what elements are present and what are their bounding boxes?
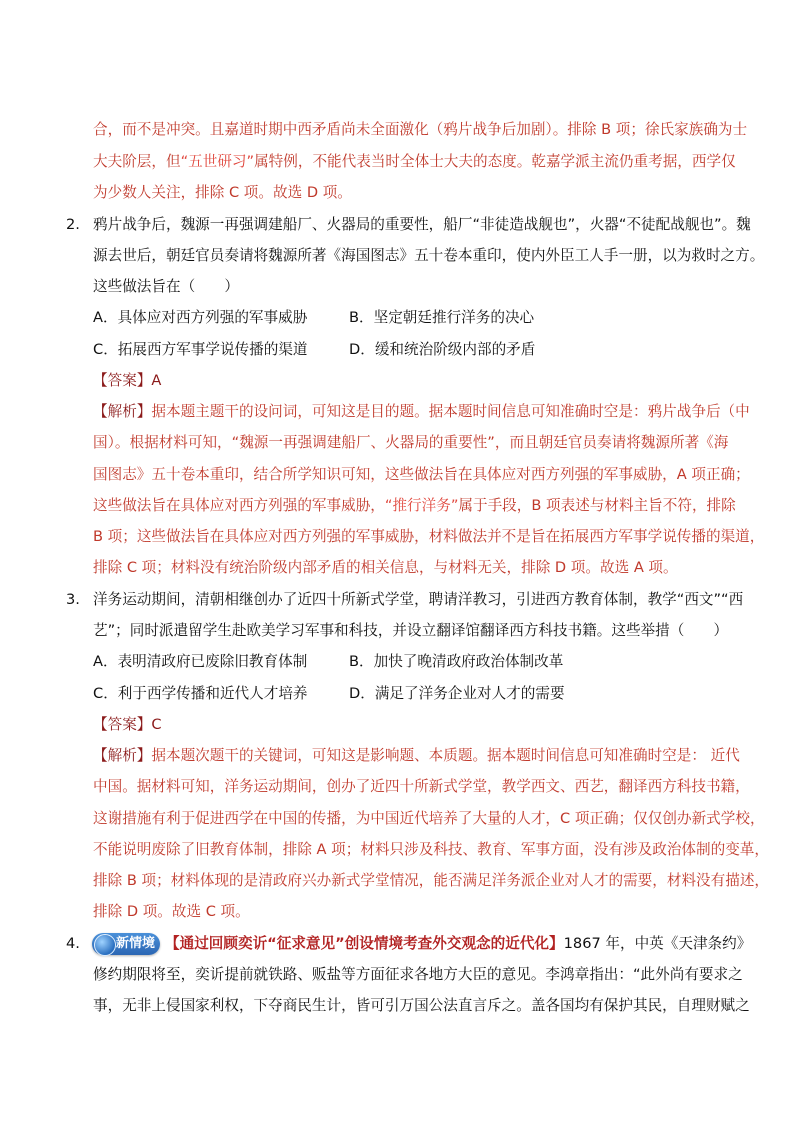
question-4-stem: 修约期限将至，奕䜣提前就铁路、贩盐等方面征求各地方大臣的意见。李鸿章指出：“此外尚有要求之 <box>93 966 743 983</box>
analysis-line: 为少数人关注，排除 C 项。故选 D 项。 <box>93 184 352 201</box>
analysis-line: 国图志》五十卷本重印，结合所学知识可知，这些做法旨在具体应对西方列强的军事威胁，A 项正确； <box>93 466 750 483</box>
question-3-stem: 洋务运动期间，清朝相继创办了近四十所新式学堂，聘请洋教习，引进西方教育体制，教学“西文”“西 <box>93 591 744 608</box>
question-3-number: 3. <box>66 591 80 608</box>
question-2-option-b: B．坚定朝廷推行洋务的决心 <box>349 309 535 326</box>
quoted-phrase: “推行洋务” <box>384 497 459 514</box>
analysis-line <box>93 496 736 516</box>
question-2-analysis <box>93 402 750 422</box>
question-4-number: 4. <box>66 935 80 952</box>
question-2-answer: 【答案】A <box>93 372 162 389</box>
question-4-stem-text: 1867 年，中英《天津条约》 <box>563 935 752 952</box>
analysis-text: 据本题次题干的关键词，可知这是影响题、本质题。据本题时间信息可知准确时空是： 近代 <box>151 747 740 764</box>
analysis-text: 大夫阶层，但 <box>93 153 181 170</box>
question-3-option-d: D．满足了洋务企业对人才的需要 <box>349 685 565 702</box>
question-2-number: 2. <box>66 216 80 233</box>
analysis-line <box>93 152 736 172</box>
analysis-line: 合，而不是冲突。且嘉道时期中西矛盾尚未全面激化（鸦片战争后加剧）。排除 B 项；徐氏家族确为士 <box>93 121 748 138</box>
analysis-label: 【解析】 <box>93 403 152 420</box>
question-3-answer: 【答案】C <box>93 716 162 733</box>
question-3-analysis <box>93 746 740 766</box>
analysis-text: 属于手段，B 项表述与材料主旨不符，排除 <box>458 497 736 514</box>
analysis-line: 这谢措施有利于促进西学在中国的传播，为中国近代培养了大量的人才，C 项正确；仅仅创办新式学校， <box>93 810 765 827</box>
analysis-line: 中国。据材料可知，洋务运动期间，创办了近四十所新式学堂，教学西文、西艺，翻译西方科技书籍， <box>93 778 750 795</box>
badge-label: 新情境 <box>116 936 156 951</box>
question-4-title: 【通过回顾奕䜣“征求意见”创设情境考查外交观念的近代化】 <box>165 935 564 952</box>
question-3-option-c: C．利于西学传播和近代人才培养 <box>93 685 308 702</box>
question-4-stem <box>165 934 751 954</box>
analysis-line: 排除 C 项；材料没有统治阶级内部矛盾的相关信息，与材料无关，排除 D 项。故选 A 项。 <box>93 559 678 576</box>
analysis-label: 【解析】 <box>93 747 152 764</box>
question-3-option-b: B．加快了晚清政府政治体制改革 <box>349 653 564 670</box>
question-2-option-c: C．拓展西方军事学说传播的渠道 <box>93 341 308 358</box>
analysis-text: 这些做法旨在具体应对西方列强的军事威胁， <box>93 497 385 514</box>
question-2-option-d: D．缓和统治阶级内部的矛盾 <box>349 341 536 358</box>
new-situation-badge <box>92 933 160 955</box>
question-4-stem: 事，无非上侵国家利权，下夺商民生计，皆可引万国公法直言斥之。盖各国均有保护其民，自理财赋之 <box>93 997 750 1014</box>
analysis-line: 排除 D 项。故选 C 项。 <box>93 903 250 920</box>
question-2-stem: 这些做法旨在（ ） <box>93 278 239 295</box>
question-2-stem: 鸦片战争后，魏源一再强调建船厂、火器局的重要性，船厂“非徒造战舰也”，火器“不徒配战舰也”。魏 <box>93 216 751 233</box>
question-3-stem: 艺”；同时派遣留学生赴欧美学习军事和科技，并设立翻译馆翻译西方科技书籍。这些举措（ ） <box>93 622 729 639</box>
analysis-text: 据本题主题干的设问词，可知这是目的题。据本题时间信息可知准确时空是：鸦片战争后（中 <box>151 403 750 420</box>
analysis-text: 属特例，不能代表当时全体士大夫的态度。乾嘉学派主流仍重考据，西学仅 <box>254 153 736 170</box>
globe-icon <box>94 934 116 956</box>
analysis-line: 不能说明废除了旧教育体制，排除 A 项；材料只涉及科技、教育、军事方面，没有涉及政治体制的变革， <box>93 841 769 858</box>
question-3-option-a: A．表明清政府已废除旧教育体制 <box>93 653 308 670</box>
analysis-line: 排除 B 项；材料体现的是清政府兴办新式学堂情况，能否满足洋务派企业对人才的需要，材料没有描述， <box>93 872 770 889</box>
analysis-line: B 项；这些做法旨在具体应对西方列强的军事威胁，材料做法并不是旨在拓展西方军事学说传播的渠道， <box>93 528 765 545</box>
question-2-option-a: A．具体应对西方列强的军事威胁 <box>93 309 308 326</box>
question-2-stem: 源去世后，朝廷官员奏请将魏源所著《海国图志》五十卷本重印，使内外臣工人手一册，以为救时之方。 <box>93 247 765 264</box>
quoted-phrase: “五世研习” <box>180 153 255 170</box>
analysis-line: 国）。根据材料可知，“魏源一再强调建船厂、火器局的重要性”，而且朝廷官员奏请将魏源所著《海 <box>93 434 729 451</box>
